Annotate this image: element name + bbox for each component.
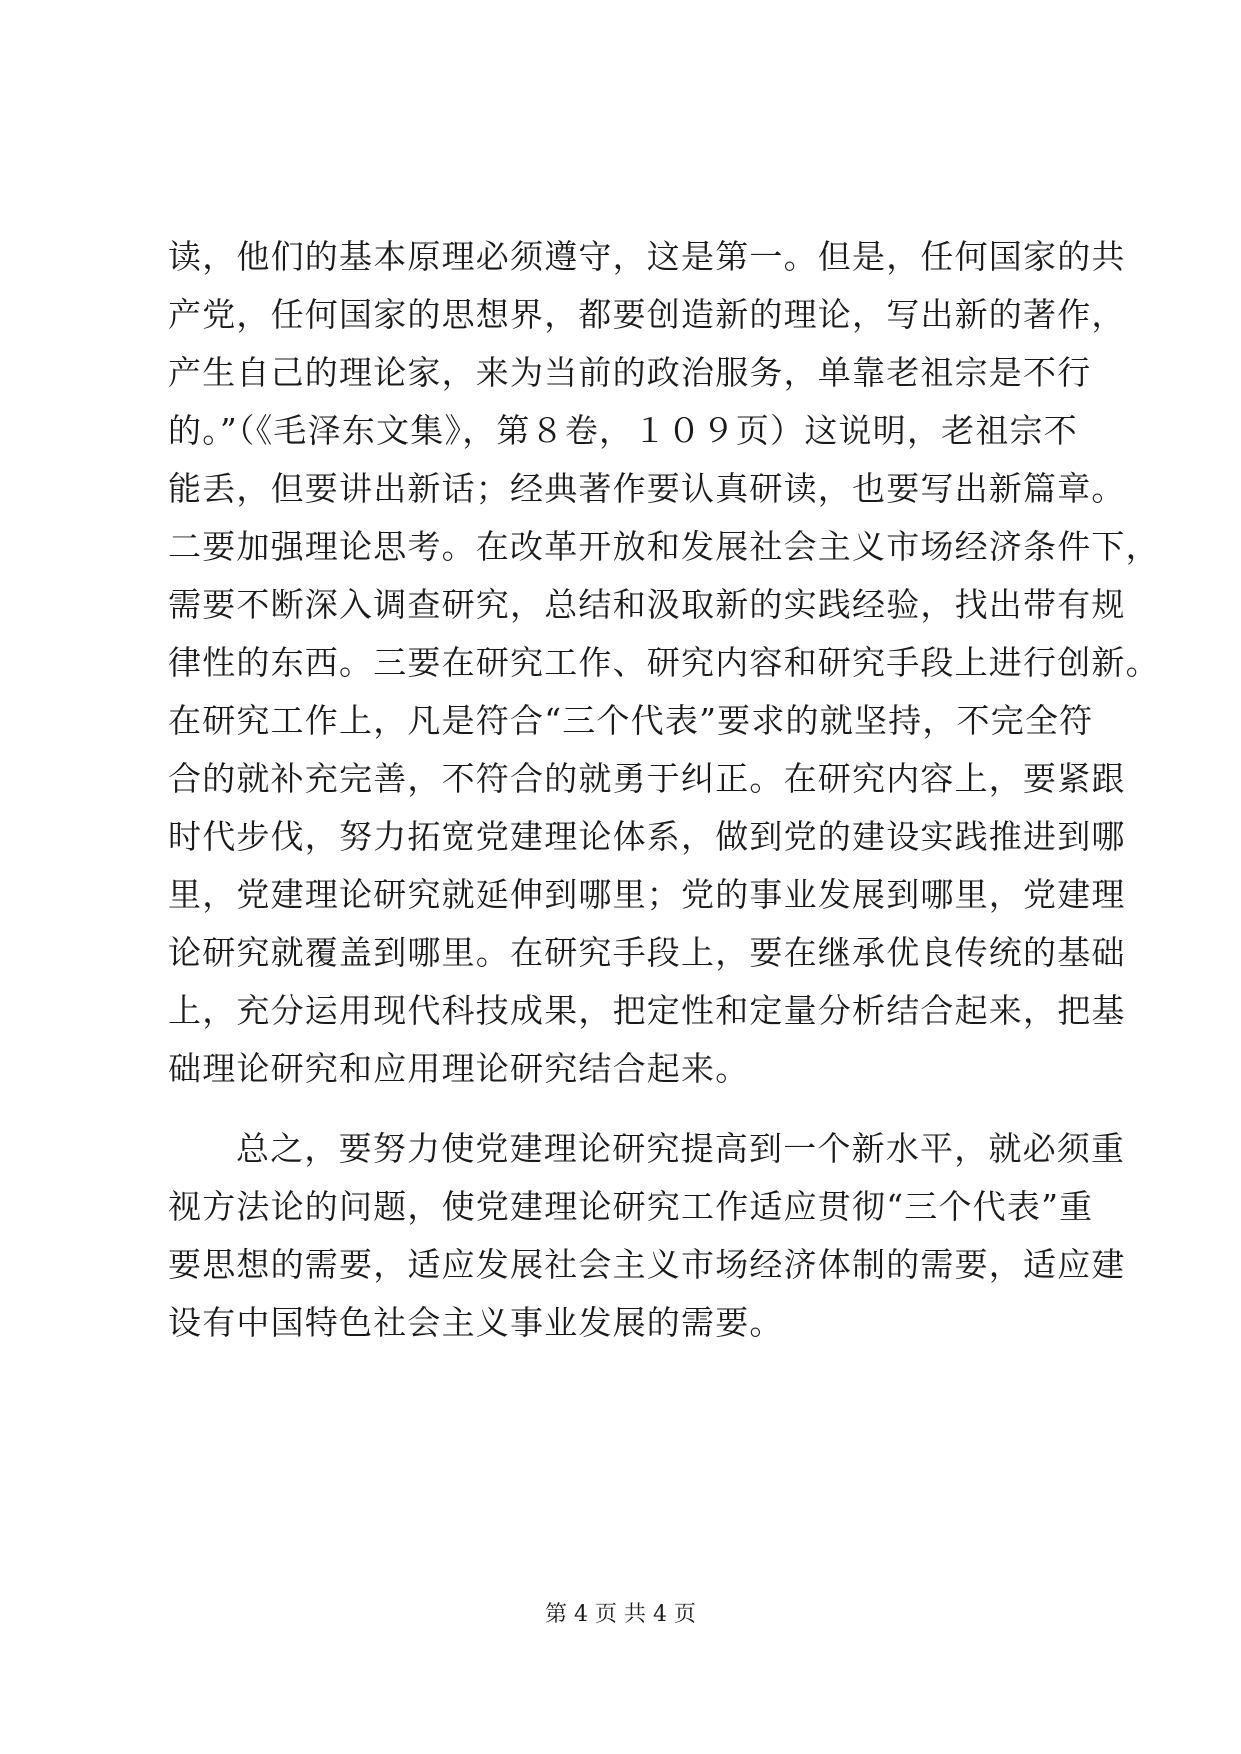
text-line: 论研究就覆盖到哪里。在研究手段上，要在继承优良传统的基础 [168,933,1126,972]
text-line: 读，他们的基本原理必须遵守，这是第一。但是，任何国家的共 [168,237,1126,276]
paragraph-1 [168,228,1160,1098]
text-line: 产生自己的理论家，来为当前的政治服务，单靠老祖宗是不行 [168,353,1092,392]
page-number: 第 4 页 共 4 页 [545,1602,696,1627]
text-line: 总之，要努力使党建理论研究提高到一个新水平，就必须重 [236,1129,1126,1168]
text-line: 设有中国特色社会主义事业发展的需要。 [168,1303,784,1342]
paragraph-2 [168,1120,1126,1352]
text-line: 产党，任何国家的思想界，都要创造新的理论，写出新的著作， [168,295,1126,334]
body-text [168,228,1160,1352]
text-line: 的。”（《毛泽东文集》，第８卷，１０９页）这说明，老祖宗不 [168,411,1078,450]
text-line: 里，党建理论研究就延伸到哪里；党的事业发展到哪里，党建理 [168,875,1126,914]
paragraph-gap [168,1098,1078,1120]
text-line: 需要不断深入调查研究，总结和汲取新的实践经验，找出带有规 [168,585,1126,624]
page-footer [0,1600,1241,1630]
text-line: 能丢，但要讲出新话；经典著作要认真研读，也要写出新篇章。 [168,469,1126,508]
text-line: 在研究工作上，凡是符合“三个代表”要求的就坚持，不完全符 [168,701,1094,740]
text-line: 时代步伐，努力拓宽党建理论体系，做到党的建设实践推进到哪 [168,817,1126,856]
text-line: 合的就补充完善，不符合的就勇于纠正。在研究内容上，要紧跟 [168,759,1126,798]
text-line: 础理论研究和应用理论研究结合起来。 [168,1049,750,1088]
text-line: 要思想的需要，适应发展社会主义市场经济体制的需要，适应建 [168,1245,1126,1284]
text-line: 二要加强理论思考。在改革开放和发展社会主义市场经济条件下， [168,527,1160,566]
text-line: 律性的东西。三要在研究工作、研究内容和研究手段上进行创新。 [168,643,1160,682]
text-line: 视方法论的问题，使党建理论研究工作适应贯彻“三个代表”重 [168,1187,1094,1226]
text-line: 上，充分运用现代科技成果，把定性和定量分析结合起来，把基 [168,991,1126,1030]
